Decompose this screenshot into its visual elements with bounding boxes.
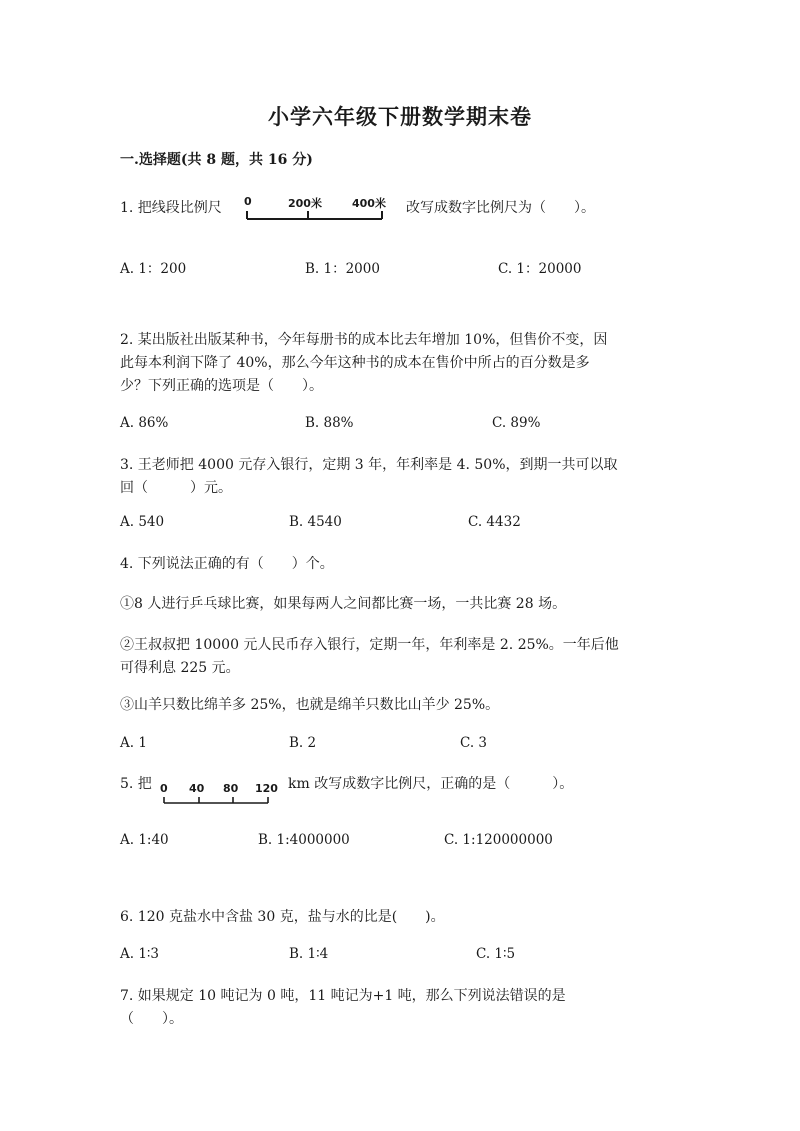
question-2-line-1: 2. 某出版社出版某种书，今年每册书的成本比去年增加 10%，但售价不变，因: [120, 332, 608, 348]
q2-option-a: A. 86%: [120, 415, 169, 431]
q6-option-b: B. 1∶4: [289, 946, 329, 962]
q6-option-c: C. 1∶5: [476, 946, 516, 962]
scale-bar-graphic: [158, 780, 282, 808]
question-4-statement-3: ③山羊只数比绵羊多 25%，也就是绵羊只数比山羊少 25%。: [120, 697, 500, 713]
q6-option-a: A. 1∶3: [120, 946, 160, 962]
q2-option-b: B. 88%: [305, 415, 354, 431]
q5-option-a: A. 1:40: [120, 832, 169, 848]
question-1-prefix: 1. 把线段比例尺: [120, 200, 222, 216]
q3-option-a: A. 540: [120, 514, 165, 530]
scale-label-40: 40: [189, 782, 205, 795]
question-5-line-scale: [158, 780, 282, 808]
q1-option-c: C. 1：20000: [498, 261, 582, 277]
q4-option-b: B. 2: [289, 735, 317, 751]
scale-label-80: 80: [223, 782, 239, 795]
question-4-statement-1: ①8 人进行乒乓球比赛，如果每两人之间都比赛一场，一共比赛 28 场。: [120, 596, 567, 612]
page-title: 小学六年级下册数学期末卷: [268, 104, 532, 129]
q1-option-a: A. 1：200: [120, 261, 187, 277]
question-3-line-2: 回（ ）元。: [120, 480, 232, 496]
question-3-line-1: 3. 王老师把 4000 元存入银行，定期 3 年，年利率是 4. 50%，到期一共可以取: [120, 457, 618, 473]
question-6-stem: 6. 120 克盐水中含盐 30 克，盐与水的比是( )。: [120, 909, 445, 925]
scale-label-0: 0: [244, 195, 252, 208]
question-4-statement-2-line-1: ②王叔叔把 10000 元人民币存入银行，定期一年，年利率是 2. 25%。一年后他: [120, 637, 619, 653]
q3-option-b: B. 4540: [289, 514, 342, 530]
scale-label-400: 400米: [352, 197, 386, 210]
question-7-line-2: （ ）。: [120, 1011, 183, 1027]
question-1-suffix: 改写成数字比例尺为（ ）。: [406, 200, 595, 216]
q4-option-a: A. 1: [120, 735, 147, 751]
q4-option-c: C. 3: [460, 735, 488, 751]
question-2-line-3: 少？下列正确的选项是（ ）。: [120, 378, 323, 394]
scale-label-200: 200米: [288, 197, 322, 210]
scale-label-0: 0: [160, 782, 168, 795]
question-7-line-1: 7. 如果规定 10 吨记为 0 吨，11 吨记为+1 吨，那么下列说法错误的是: [120, 988, 566, 1004]
q5-option-c: C. 1:120000000: [444, 832, 553, 848]
question-2-line-2: 此每本利润下降了 40%，那么今年这种书的成本在售价中所占的百分数是多: [120, 355, 590, 371]
q1-option-b: B. 1：2000: [305, 261, 380, 277]
section-heading: 一.选择题(共 8 题，共 16 分): [120, 152, 313, 168]
question-4-statement-2-line-2: 可得利息 225 元。: [120, 660, 240, 676]
question-4-stem: 4. 下列说法正确的有（ ）个。: [120, 556, 334, 572]
q2-option-c: C. 89%: [492, 415, 541, 431]
q3-option-c: C. 4432: [468, 514, 521, 530]
question-5-prefix: 5. 把: [120, 776, 152, 792]
scale-label-120: 120: [255, 782, 278, 795]
question-5-suffix: km 改写成数字比例尺，正确的是（ ）。: [288, 776, 574, 792]
scale-bar-graphic: [242, 193, 392, 223]
q5-option-b: B. 1:4000000: [258, 832, 350, 848]
question-1-line-scale: [242, 193, 392, 223]
